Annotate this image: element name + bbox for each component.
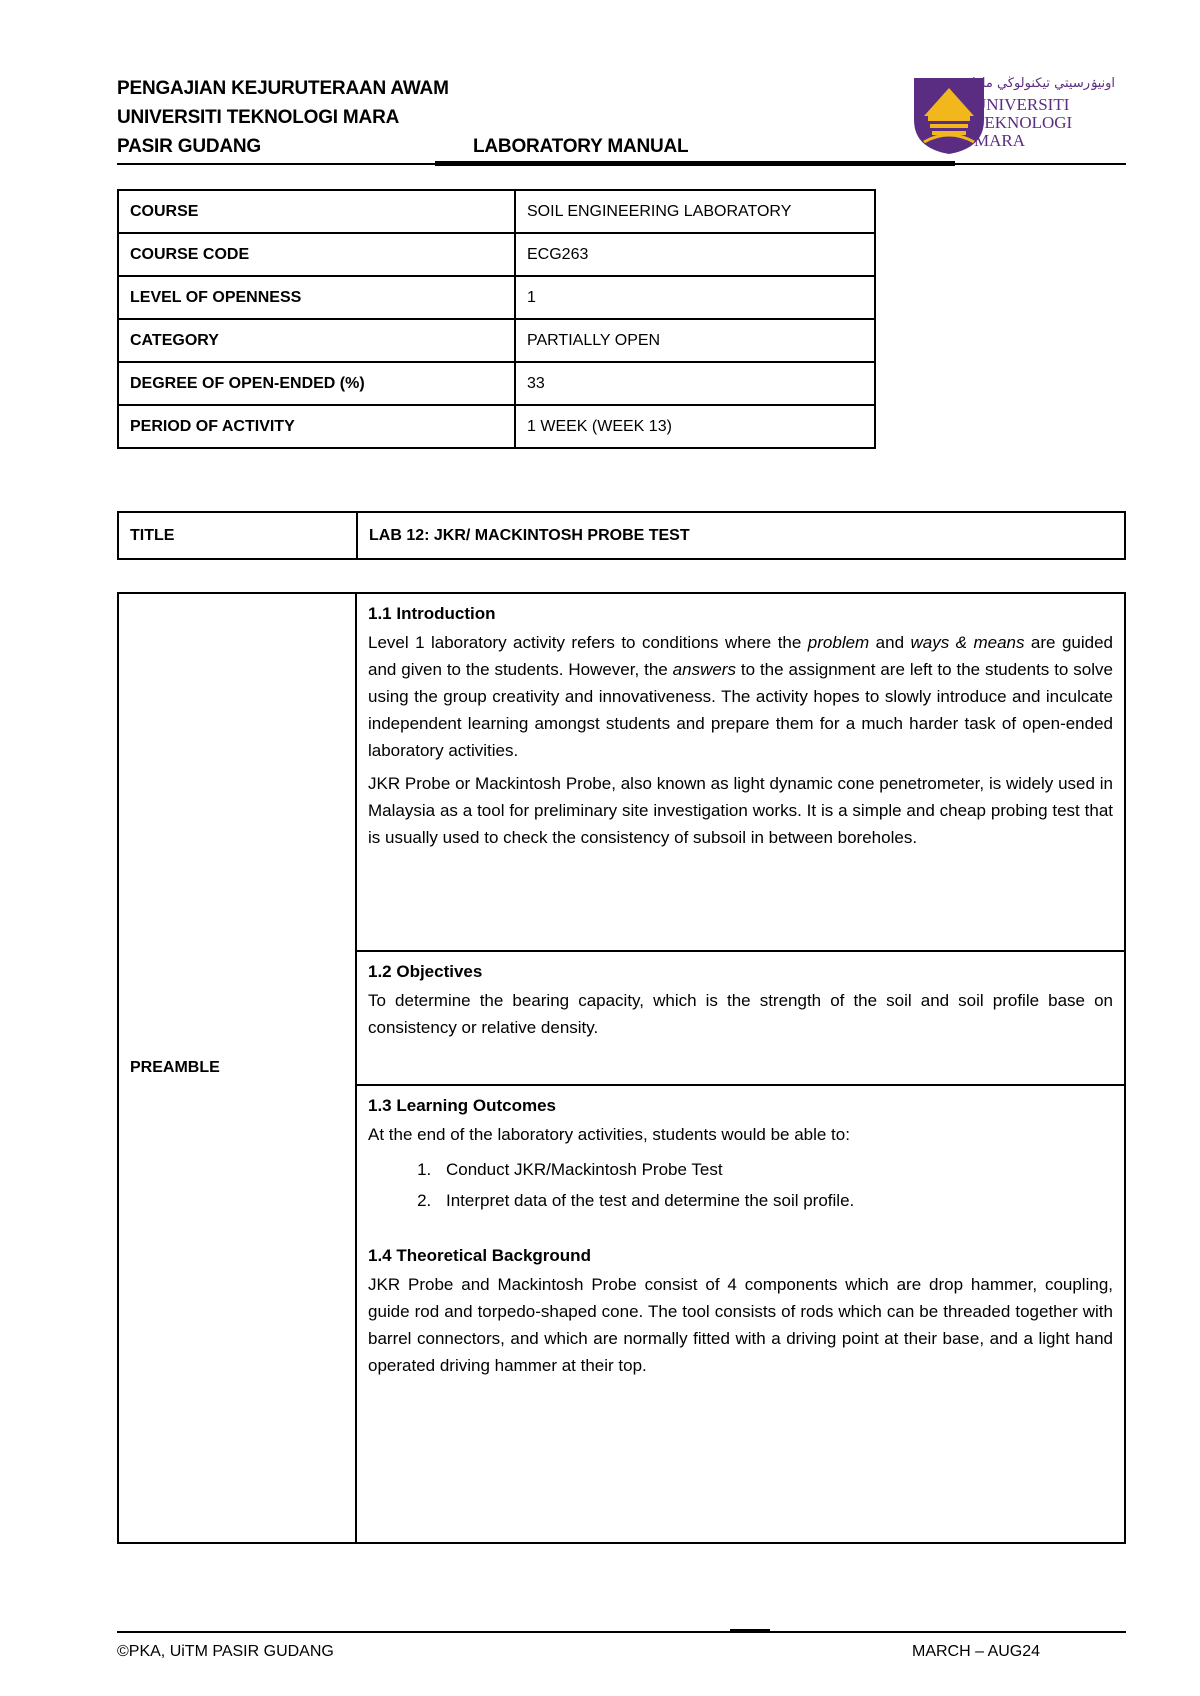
logo-name-3: MARA [974, 131, 1026, 150]
info-value: 1 WEEK (WEEK 13) [515, 405, 875, 448]
info-value: PARTIALLY OPEN [515, 319, 875, 362]
table-row [118, 190, 875, 233]
table-row [118, 319, 875, 362]
preamble-table [117, 592, 1126, 1544]
introduction-heading: 1.1 Introduction [368, 604, 496, 623]
footer-rule-thick [730, 1629, 770, 1633]
outcomes-list [368, 1154, 1113, 1216]
lab-title: LAB 12: JKR/ MACKINTOSH PROBE TEST [357, 512, 1125, 559]
list-item: 2. Interpret data of the test and determine the soil profile. [436, 1185, 1113, 1216]
logo-jawi: اونيۏرسيتي تيكنولوڬي مارا [972, 76, 1116, 91]
introduction-section [357, 594, 1124, 952]
table-row [118, 233, 875, 276]
table-row [118, 512, 1125, 559]
footer-session: MARCH – AUG24 [912, 1643, 1041, 1660]
table-row [118, 362, 875, 405]
course-info-table [117, 189, 876, 449]
outcomes-lead: At the end of the laboratory activities, students would be able to: [368, 1125, 850, 1144]
header-rule-thick [435, 161, 955, 166]
preamble-label: PREAMBLE [118, 593, 356, 1543]
probe-paragraph: JKR Probe or Mackintosh Probe, also known as light dynamic cone penetrometer, is widely used in Malaysia as a tool for preliminary site investigation works. It is a simple and cheap probing test that is usually used to check the consistency of subsoil in between boreholes. [368, 774, 1113, 847]
info-key: COURSE CODE [118, 233, 515, 276]
objectives-section [357, 952, 1124, 1086]
uitm-logo [906, 76, 1116, 156]
preamble-content [356, 593, 1125, 1543]
info-value: 1 [515, 276, 875, 319]
university-name: UNIVERSITI TEKNOLOGI MARA [117, 107, 400, 128]
info-key: PERIOD OF ACTIVITY [118, 405, 515, 448]
title-key: TITLE [118, 512, 357, 559]
manual-title: LABORATORY MANUAL [473, 136, 689, 157]
outcomes-heading: 1.3 Learning Outcomes [368, 1096, 556, 1115]
list-item: 1. Conduct JKR/Mackintosh Probe Test [436, 1154, 1113, 1185]
title-table [117, 511, 1126, 560]
table-row [118, 276, 875, 319]
theory-text: JKR Probe and Mackintosh Probe consist of 4 components which are drop hammer, coupling, guide rod and torpedo-shaped cone. The tool consists of rods which can be threaded together with barrel connectors, and which are normally fitted with a driving point at their base, and a light hand operated driving hammer at their top. [368, 1275, 1113, 1375]
info-key: COURSE [118, 190, 515, 233]
footer-copyright: ©PKA, UiTM PASIR GUDANG [117, 1643, 334, 1660]
objectives-heading: 1.2 Objectives [368, 962, 483, 981]
outcomes-section [357, 1086, 1124, 1542]
introduction-paragraph: Level 1 laboratory activity refers to conditions where the problem and ways & means are guided and given to the students. However, the answers to the assignment are left to the students to solve using the group creativity and innovativeness. The activity hopes to slowly introduce and inculcate independent learning amongst students and prepare them for a much harder task of open-ended laboratory activities. [368, 633, 1113, 760]
info-key: DEGREE OF OPEN-ENDED (%) [118, 362, 515, 405]
objectives-text: To determine the bearing capacity, which is the strength of the soil and soil profile base on consistency or relative density. [368, 991, 1113, 1037]
logo-name-2: TEKNOLOGI [974, 113, 1073, 132]
faculty-name: PENGAJIAN KEJURUTERAAN AWAM [117, 78, 449, 99]
campus-name: PASIR GUDANG [117, 136, 261, 157]
info-value: SOIL ENGINEERING LABORATORY [515, 190, 875, 233]
table-row [118, 405, 875, 448]
info-key: CATEGORY [118, 319, 515, 362]
footer-rule [117, 1631, 1126, 1633]
info-value: ECG263 [515, 233, 875, 276]
info-value: 33 [515, 362, 875, 405]
theory-heading: 1.4 Theoretical Background [368, 1246, 591, 1265]
logo-name-1: UNIVERSITI [974, 95, 1070, 114]
info-key: LEVEL OF OPENNESS [118, 276, 515, 319]
